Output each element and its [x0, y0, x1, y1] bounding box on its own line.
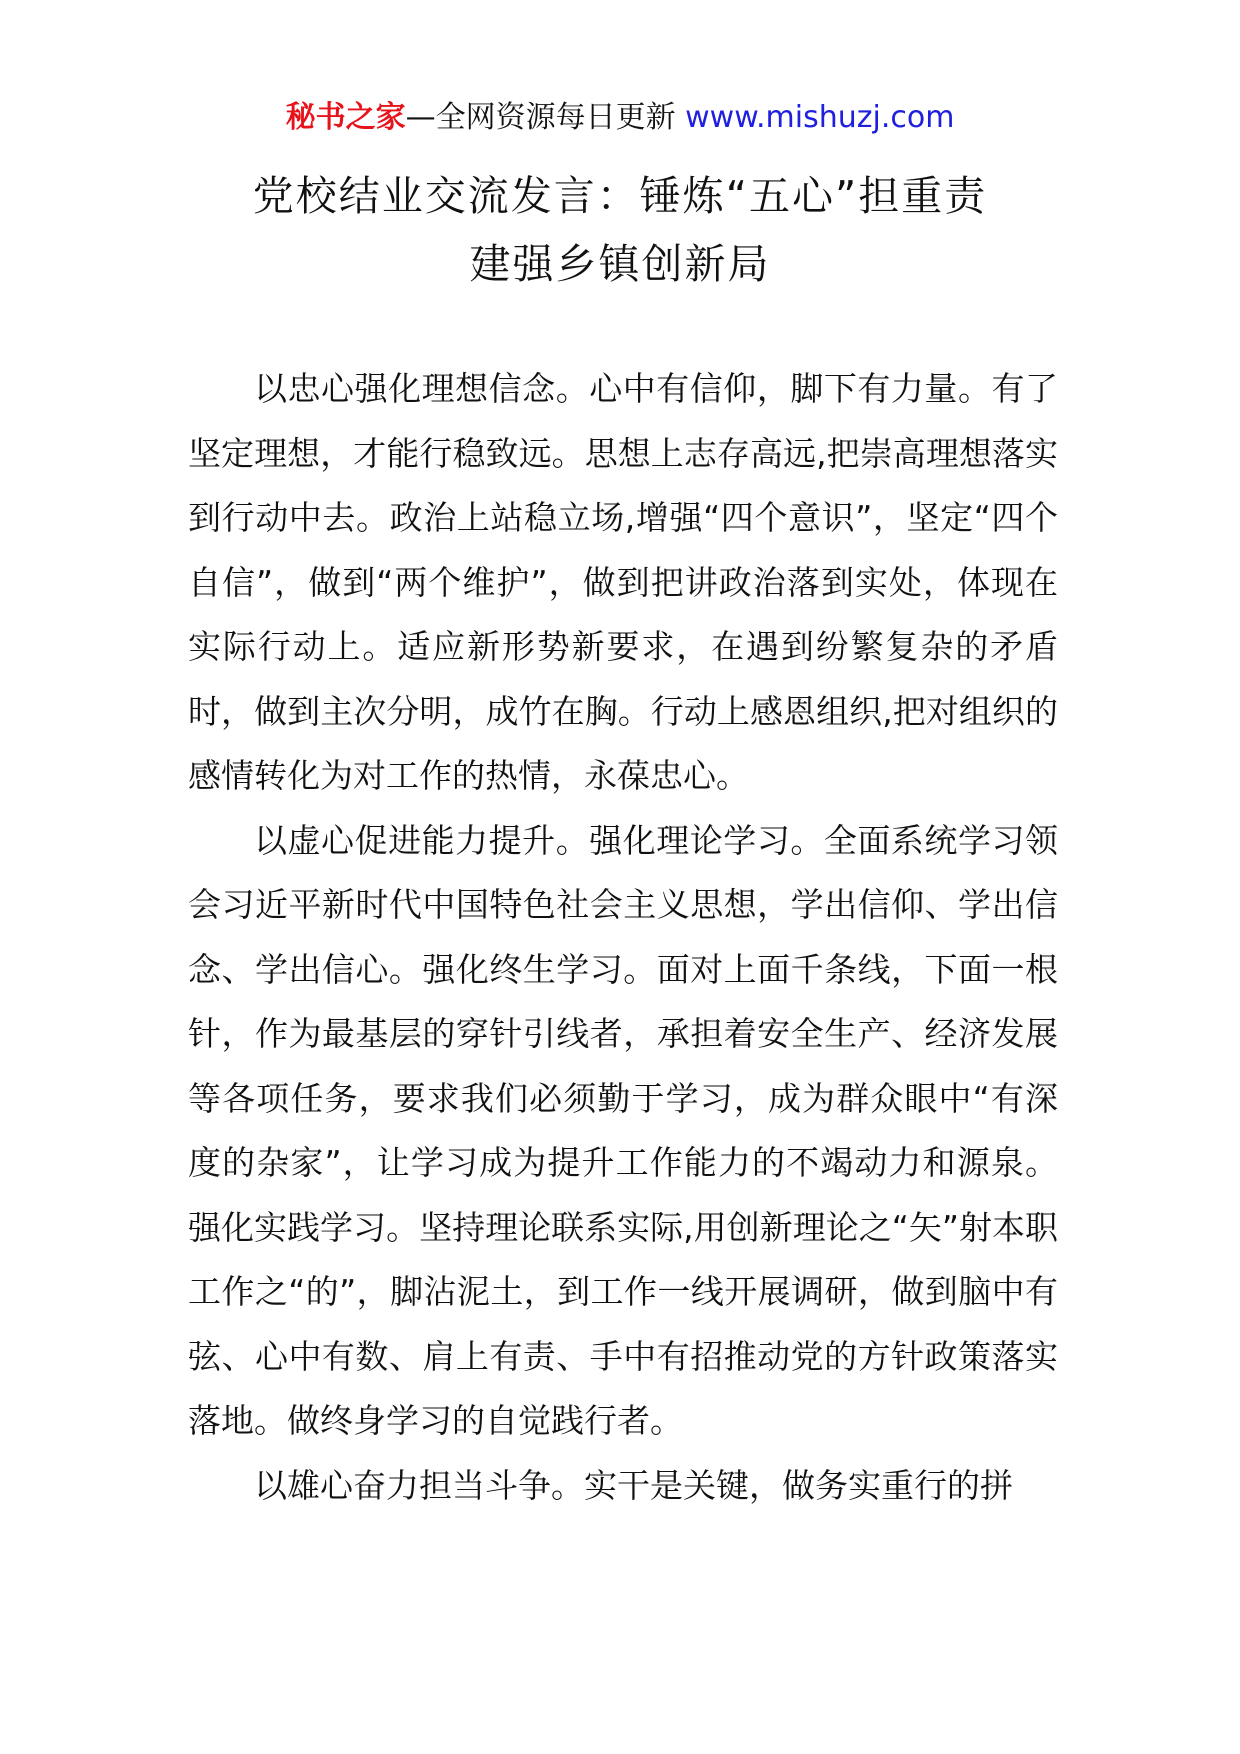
document-title: [150, 162, 1090, 298]
paragraph: 以虚心促进能力提升。强化理论学习。全面系统学习领会习近平新时代中国特色社会主义思想，学出信仰、学出信念、学出信心。强化终生学习。面对上面千条线，下面一根针，作为最基层的穿针引线者，承担着安全生产、经济发展等各项任务，要求我们必须勤于学习，成为群众眼中“有深度的杂家”，让学习成为提升工作能力的不竭动力和源泉。强化实践学习。坚持理论联系实际,用创新理论之“矢”射本职工作之“的”，脚沾泥土，到工作一线开展调研，做到脑中有弦、心中有数、肩上有责、手中有招推动党的方针政策落实落地。做终身学习的自觉践行者。: [188, 820, 1058, 1440]
site-url-link[interactable]: www.mishuzj.com: [685, 100, 955, 135]
paragraph: 以忠心强化理想信念。心中有信仰，脚下有力量。有了坚定理想，才能行稳致远。思想上志存高远,把崇高理想落实到行动中去。政治上站稳立场,增强“四个意识”，坚定“四个自信”，做到“两个维护”，做到把讲政治落到实处，体现在实际行动上。适应新形势新要求，在遇到纷繁复杂的矛盾时，做到主次分明，成竹在胸。行动上感恩组织,把对组织的感情转化为对工作的热情，永葆忠心。: [188, 369, 1058, 795]
paragraph: 以雄心奋力担当斗争。实干是关键，做务实重行的拼: [254, 1465, 1013, 1505]
site-tagline: —全网资源每日更新: [405, 100, 676, 135]
site-brand: 秘书之家: [285, 100, 406, 135]
title-line-1: 党校结业交流发言：锤炼“五心”担重责: [252, 172, 988, 220]
document-body: [188, 357, 1058, 1518]
site-banner: [0, 98, 1240, 138]
title-line-2: 建强乡镇创新局: [469, 240, 771, 288]
